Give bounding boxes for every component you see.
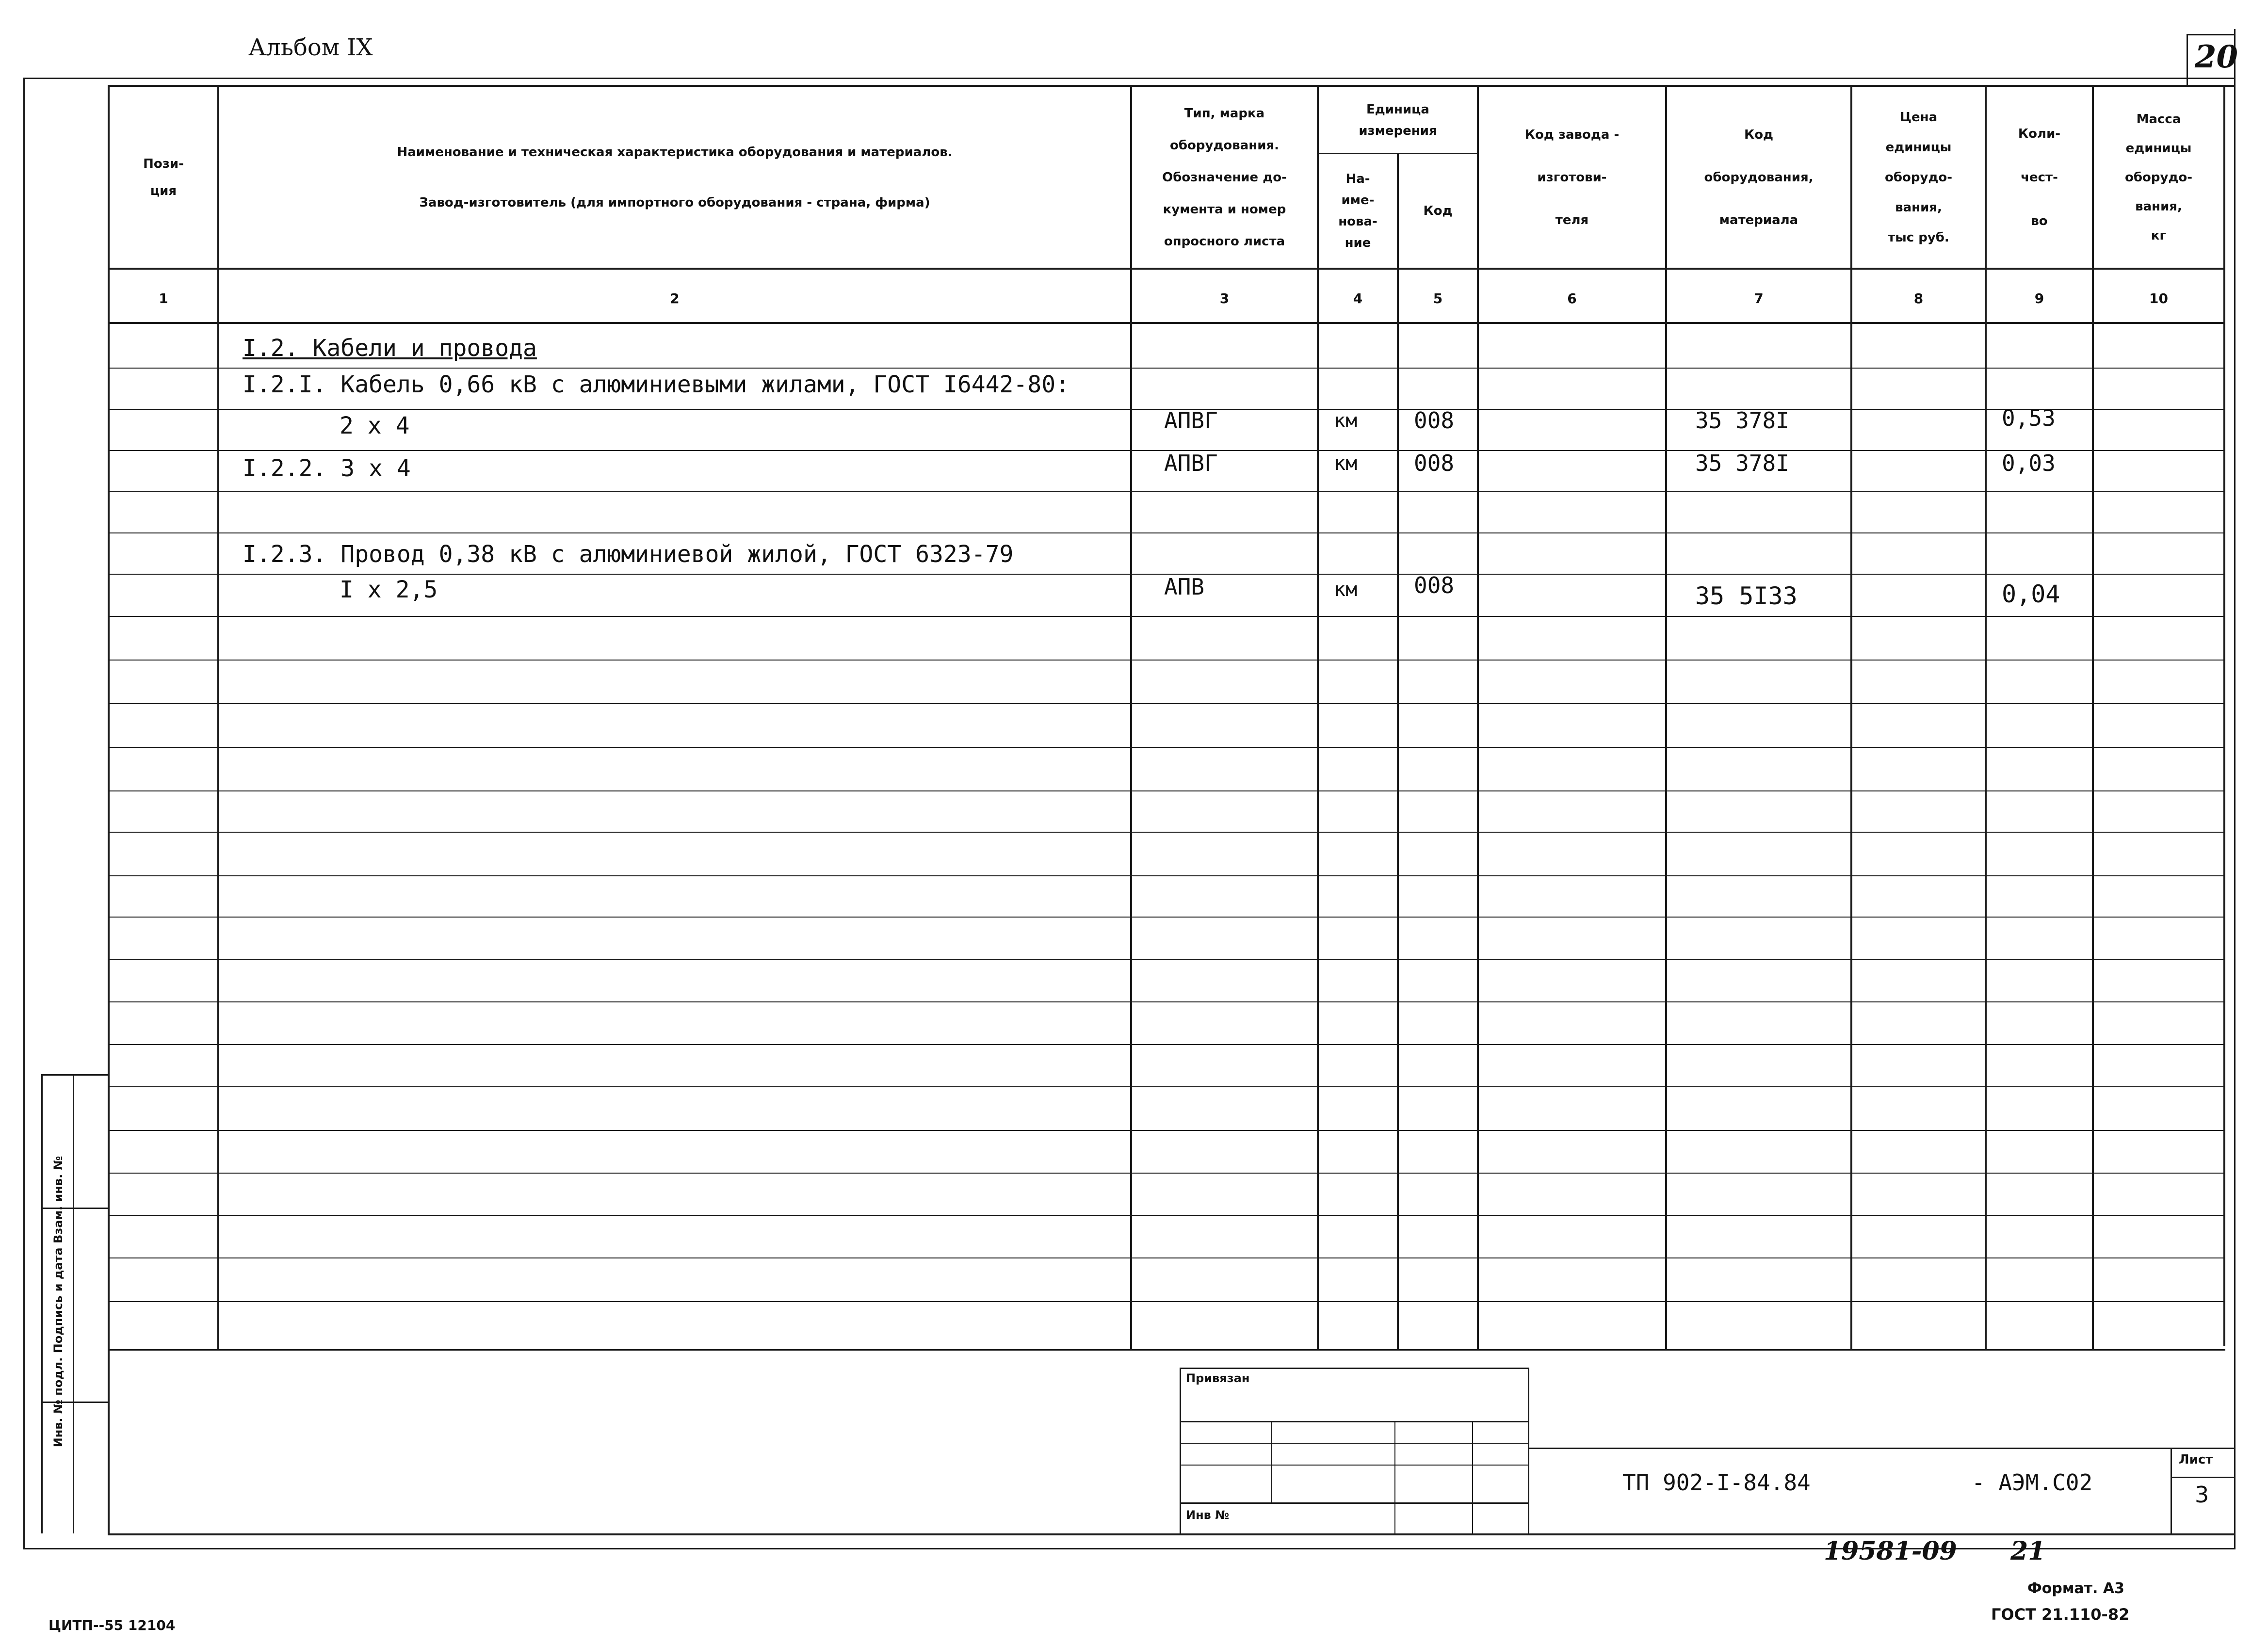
- column-number: 5: [1433, 290, 1443, 306]
- column-number: 9: [2034, 290, 2044, 306]
- row-unit: км: [1334, 579, 1358, 601]
- row-code: 35 5I33: [1695, 582, 1798, 610]
- row-name: I.2. Кабели и провода: [243, 335, 537, 362]
- column-number: 6: [1567, 290, 1577, 306]
- row-unit-code: 008: [1414, 407, 1455, 434]
- column-number: 7: [1754, 290, 1764, 306]
- row-name: I.2.I. Кабель 0,66 кВ с алюминиевыми жилами, ГОСТ I6442-80:: [243, 371, 1070, 398]
- side-stamp-text: Инв. № подл. Подпись и дата Взам. инв. №: [51, 1156, 65, 1448]
- binding-inv-label: Инв №: [1186, 1508, 1230, 1522]
- document-suffix: - АЭМ.С02: [1972, 1469, 2093, 1496]
- row-name: I.2.2. 3 х 4: [243, 455, 411, 482]
- column-number: 3: [1219, 290, 1230, 306]
- column-number: 10: [2149, 290, 2168, 306]
- row-type: АПВ: [1164, 574, 1205, 600]
- row-qty: 0,04: [2002, 580, 2060, 608]
- row-qty: 0,53: [2002, 405, 2056, 431]
- handwritten-page: 21: [2010, 1536, 2046, 1566]
- row-code: 35 378I: [1695, 450, 1789, 476]
- album-label: Альбом IX: [248, 34, 373, 61]
- row-unit-code: 008: [1414, 572, 1455, 598]
- format-label: Формат. А3: [2027, 1580, 2124, 1597]
- column-number: 4: [1353, 290, 1363, 306]
- page-number: 20: [2195, 39, 2238, 75]
- header-name: Наименование и техническая характеристика оборудования и материалов. Завод-изготовитель (для импортного оборудования - страна, фирма): [397, 145, 953, 210]
- gost-label: ГОСТ 21.110-82: [1991, 1605, 2130, 1624]
- document-designation: ТП 902-I-84.84: [1622, 1469, 1811, 1496]
- binding-title: Привязан: [1186, 1371, 1250, 1385]
- row-type: АПВГ: [1164, 450, 1218, 476]
- header-maker-code: Код завода - изготови- теля: [1524, 127, 1620, 227]
- bottom-left-code: ЦИТП--55 12104: [49, 1617, 176, 1633]
- column-number: 8: [1913, 290, 1924, 306]
- header-unit: Единица измерения: [1359, 102, 1437, 138]
- sheet-number: 3: [2195, 1482, 2209, 1508]
- header-price: Цена единицы оборудо- вания, тыс руб.: [1884, 110, 1953, 245]
- row-unit: км: [1334, 410, 1358, 432]
- column-number: 2: [670, 290, 680, 306]
- row-name: I.2.3. Провод 0,38 кВ с алюминиевой жилой, ГОСТ 6323-79: [243, 541, 1014, 568]
- row-name: 2 х 4: [340, 412, 410, 439]
- header-position: Пози- ция: [143, 156, 184, 198]
- row-unit: км: [1334, 452, 1358, 475]
- row-qty: 0,03: [2002, 450, 2056, 476]
- row-name: I х 2,5: [340, 576, 438, 603]
- header-equipment-code: Код оборудования, материала: [1704, 127, 1814, 227]
- column-number: 1: [159, 290, 168, 306]
- handwritten-number: 19581-09: [1824, 1536, 1957, 1566]
- header-quantity: Коли- чест- во: [2018, 126, 2061, 228]
- header-unit-code: Код: [1423, 204, 1453, 218]
- row-type: АПВГ: [1164, 407, 1218, 434]
- sheet-label: Лист: [2179, 1452, 2213, 1467]
- header-type: Тип, марка оборудования. Обозначение до- кумента и номер опросного листа: [1162, 106, 1287, 249]
- header-unit-name: На- име- нова- ние: [1338, 172, 1377, 250]
- row-code: 35 378I: [1695, 407, 1789, 434]
- header-mass: Масса единицы оборудо- вания, кг: [2124, 112, 2193, 243]
- row-unit-code: 008: [1414, 450, 1455, 476]
